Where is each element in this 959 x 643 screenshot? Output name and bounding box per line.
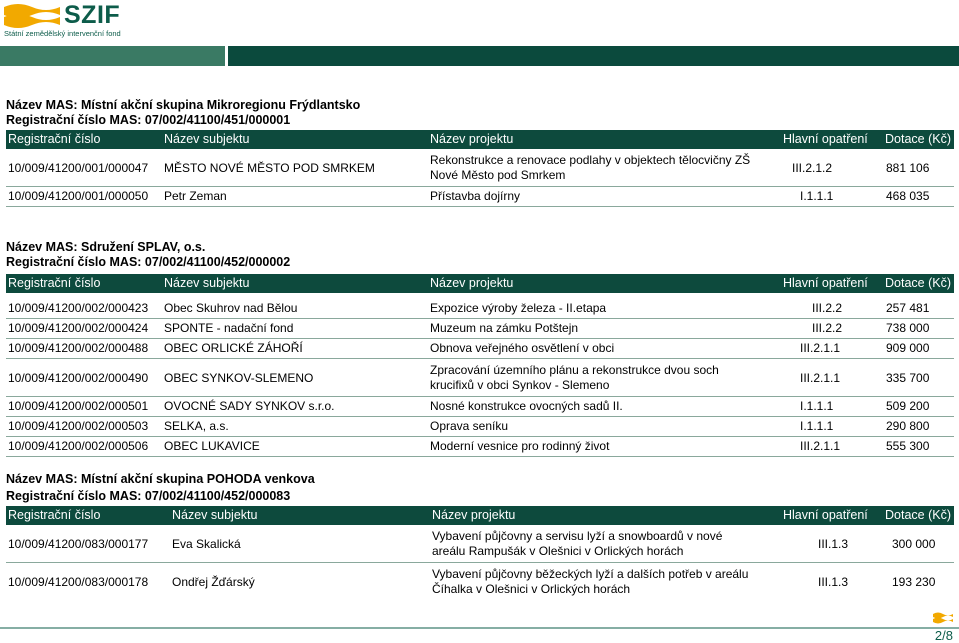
table-row [6,149,954,187]
measure: III.2.1.1 [800,341,841,355]
project-line-2: Nové Město pod Smrkem [430,168,566,182]
reg-number: 10/009/41200/002/000503 [8,419,149,433]
amount: 257 481 [886,301,930,315]
mas-section-2 [6,240,954,457]
col-project: Název projektu [432,508,516,522]
table-row [6,319,954,339]
project-line-1: Zpracování územního plánu a rekonstrukce dvou soch [430,363,719,377]
mas-name: Název MAS: Sdružení SPLAV, o.s. [6,240,206,254]
subject-name: Petr Zeman [164,189,227,203]
table-row [6,397,954,417]
subject-name: OBEC ORLICKÉ ZÁHOŘÍ [164,341,303,355]
logo-text: SZIF [64,1,121,29]
col-measure: Hlavní opatření [783,508,868,522]
subject-name: OVOCNÉ SADY SYNKOV s.r.o. [164,399,335,413]
project-name: Přístavba dojírny [430,189,521,203]
project-name: Obnova veřejného osvětlení v obci [430,341,615,355]
col-subject: Název subjektu [164,132,250,146]
project-name: Nosné konstrukce ovocných sadů II. [430,399,623,413]
measure: III.1.3 [818,575,849,589]
amount: 468 035 [886,189,930,203]
amount: 555 300 [886,439,930,453]
mas-name: Název MAS: Místní akční skupina POHODA venkova [6,472,315,486]
subject-name: SPONTE - nadační fond [164,321,294,335]
amount: 290 800 [886,419,930,433]
mas-section-1 [6,98,954,207]
project-line-1: Rekonstrukce a renovace podlahy v objektech tělocvičny ZŠ [430,153,751,167]
project-name: Muzeum na zámku Potštejn [430,321,579,335]
reg-number: 10/009/41200/002/000424 [8,321,149,335]
amount: 335 700 [886,371,930,385]
col-amount: Dotace (Kč) [885,508,951,522]
subject-name: SELKA, a.s. [164,419,229,433]
page-number: 2/8 [934,628,953,643]
reg-number: 10/009/41200/002/000490 [8,371,149,385]
amount: 738 000 [886,321,930,335]
subject-name: OBEC LUKAVICE [164,439,260,453]
subject-name: Obec Skuhrov nad Bělou [164,301,298,315]
subject-name: OBEC SYNKOV-SLEMENO [164,371,314,385]
measure: III.2.2 [812,301,843,315]
mas-registration: Registrační číslo MAS: 07/002/41100/451/000001 [6,113,291,127]
project-name: Moderní vesnice pro rodinný život [430,439,610,453]
amount: 881 106 [886,161,930,175]
reg-number: 10/009/41200/083/000177 [8,537,149,551]
measure: I.1.1.1 [800,419,834,433]
project-line-2: Číhalka v Olešnici v Orlických horách [432,582,631,596]
project-line-2: krucifixů v obci Synkov - Slemeno [430,378,610,392]
footer-flag-icon [933,611,953,625]
amount: 909 000 [886,341,930,355]
reg-number: 10/009/41200/001/000050 [8,189,149,203]
reg-number: 10/009/41200/002/000501 [8,399,149,413]
mas-registration: Registrační číslo MAS: 07/002/41100/452/000002 [6,255,291,269]
col-reg: Registrační číslo [8,508,101,522]
col-amount: Dotace (Kč) [885,132,951,146]
table-row [6,417,954,437]
measure: III.2.1.1 [800,371,841,385]
amount: 509 200 [886,399,930,413]
szif-flag-icon [4,3,60,29]
reg-number: 10/009/41200/002/000506 [8,439,149,453]
reg-number: 10/009/41200/083/000178 [8,575,149,589]
table-row [6,187,954,207]
amount: 193 230 [892,575,936,589]
measure: III.2.1.1 [800,439,841,453]
col-project: Název projektu [430,132,514,146]
subject-name: MĚSTO NOVÉ MĚSTO POD SMRKEM [164,161,375,175]
subject-name: Eva Skalická [172,537,241,551]
col-subject: Název subjektu [172,508,258,522]
table-header [6,274,954,293]
col-measure: Hlavní opatření [783,276,868,290]
reg-number: 10/009/41200/001/000047 [8,161,149,175]
table-row [6,525,954,563]
banner-right [228,46,959,66]
col-subject: Název subjektu [164,276,250,290]
mas-name: Název MAS: Místní akční skupina Mikroregionu Frýdlantsko [6,98,361,112]
table-row [6,339,954,359]
col-amount: Dotace (Kč) [885,276,951,290]
table-row [6,299,954,319]
col-project: Název projektu [430,276,514,290]
mas-registration: Registrační číslo MAS: 07/002/41100/452/000083 [6,489,291,503]
project-name: Oprava seníku [430,419,509,433]
col-reg: Registrační číslo [8,276,101,290]
footer-divider [0,627,959,629]
banner-left [0,46,225,66]
subject-name: Ondřej Žďárský [172,575,255,589]
project-line-1: Vybavení půjčovny běžeckých lyží a dalších potřeb v areálu [432,567,749,581]
measure: I.1.1.1 [800,189,834,203]
reg-number: 10/009/41200/002/000423 [8,301,149,315]
table-header [6,506,954,525]
table-row [6,563,954,600]
project-line-2: areálu Rampušák v Olešnici v Orlických horách [432,544,684,558]
measure: III.1.3 [818,537,849,551]
col-measure: Hlavní opatření [783,132,868,146]
project-line-1: Vybavení půjčovny a servisu lyží a snowboardů v nové [432,529,723,543]
top-banner [0,46,959,66]
col-reg: Registrační číslo [8,132,101,146]
measure: I.1.1.1 [800,399,834,413]
reg-number: 10/009/41200/002/000488 [8,341,149,355]
measure: III.2.1.2 [792,161,833,175]
table-row [6,437,954,457]
mas-section-3 [6,472,954,600]
logo-subtitle: Státní zemědělský intervenční fond [4,29,121,38]
project-name: Expozice výroby železa - II.etapa [430,301,607,315]
table-header [6,130,954,149]
measure: III.2.2 [812,321,843,335]
table-row [6,359,954,397]
amount: 300 000 [892,537,936,551]
